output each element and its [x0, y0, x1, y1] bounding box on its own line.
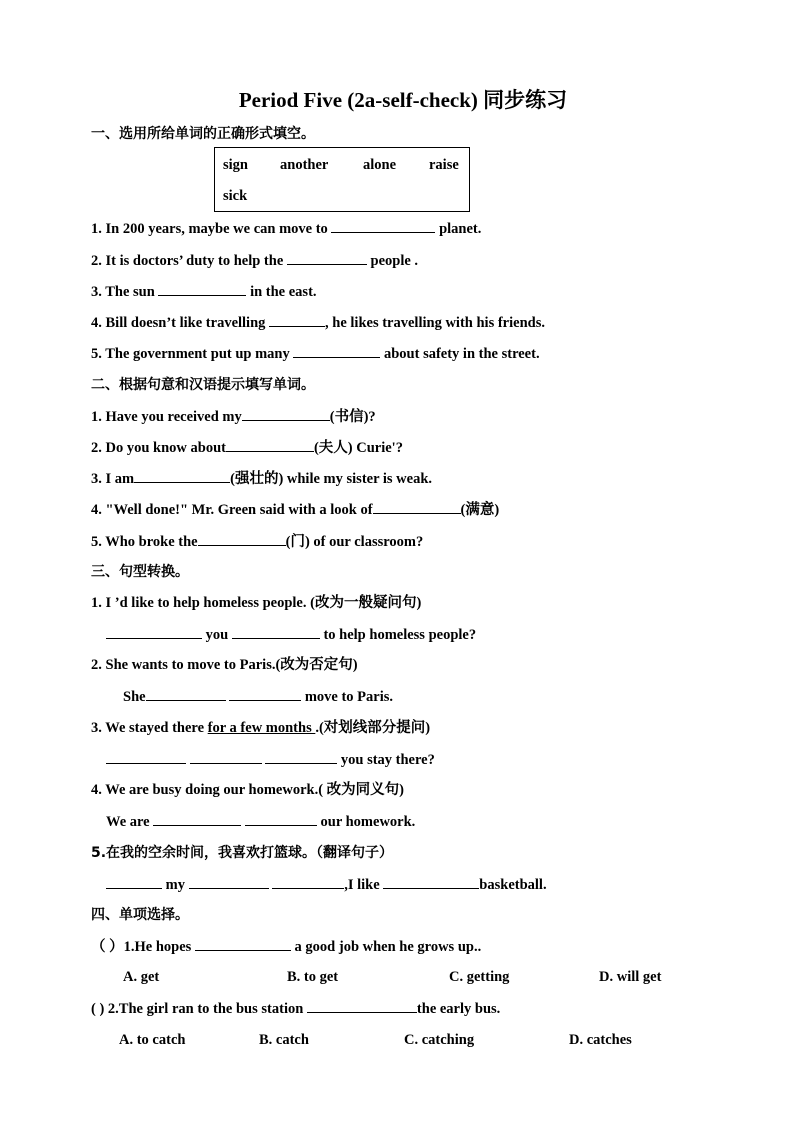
answer-blank[interactable]: [272, 874, 344, 889]
answer-paren[interactable]: ( ): [91, 1001, 105, 1017]
s3-question-2: 2. She wants to move to Paris.(改为否定句): [91, 657, 358, 673]
s1-item-2: 2. It is doctors’ duty to help the people .: [91, 250, 418, 271]
answer-blank[interactable]: [146, 686, 226, 701]
answer-blank[interactable]: [232, 624, 320, 639]
answer-paren[interactable]: （ ）: [91, 939, 124, 955]
answer-blank[interactable]: [106, 749, 186, 764]
answer-blank[interactable]: [158, 281, 246, 296]
s4-q1-option-d[interactable]: D. will get: [599, 969, 662, 985]
word-raise: raise: [429, 157, 459, 173]
answer-blank[interactable]: [242, 406, 330, 421]
page-title: Period Five (2a-self-check) 同步练习: [238, 88, 568, 112]
s4-q2-option-d[interactable]: D. catches: [569, 1032, 632, 1048]
s2-item-4: 4. "Well done!" Mr. Green said with a look of (满意): [91, 499, 499, 520]
s3-answer-1: you to help homeless people?: [106, 624, 476, 645]
s4-q1-option-a[interactable]: A. get: [123, 969, 160, 985]
s1-item-5: 5. The government put up many about safety in the street.: [91, 343, 540, 364]
answer-blank[interactable]: [269, 312, 325, 327]
word-box: [214, 147, 470, 212]
s2-item-5: 5. Who broke the (门) of our classroom?: [91, 531, 423, 552]
answer-blank[interactable]: [153, 811, 241, 826]
answer-blank[interactable]: [287, 250, 367, 265]
word-sick: sick: [223, 188, 248, 204]
s4-q2-option-a[interactable]: A. to catch: [119, 1032, 186, 1048]
s3-answer-2: She move to Paris.: [123, 686, 393, 707]
s3-question-1: 1. I ’d like to help homeless people. (改为一般疑问句): [91, 595, 422, 611]
answer-blank[interactable]: [331, 218, 435, 233]
s4-q1-option-c[interactable]: C. getting: [449, 969, 510, 985]
answer-blank[interactable]: [195, 936, 291, 951]
s1-item-3: 3. The sun in the east.: [91, 281, 317, 302]
s4-question-1: （ ）1.He hopes a good job when he grows up..: [91, 936, 481, 957]
word-another: another: [280, 157, 329, 173]
answer-blank[interactable]: [189, 874, 269, 889]
s3-answer-5: my ,I like basketball.: [106, 874, 547, 895]
s4-q2-option-b[interactable]: B. catch: [259, 1032, 309, 1048]
answer-blank[interactable]: [307, 998, 417, 1013]
answer-blank[interactable]: [245, 811, 317, 826]
s3-answer-3: you stay there?: [106, 749, 435, 770]
s3-question-4: 4. We are busy doing our homework.( 改为同义句): [91, 782, 404, 798]
section-1-heading: 一、选用所给单词的正确形式填空。: [91, 126, 315, 142]
s3-answer-4: We are our homework.: [106, 811, 415, 832]
s1-item-4: 4. Bill doesn’t like travelling , he likes travelling with his friends.: [91, 312, 545, 333]
s2-item-1: 1. Have you received my (书信)?: [91, 406, 376, 427]
s3-question-3: 3. We stayed there for a few months .(对划线部分提问): [91, 720, 431, 736]
s1-item-1: 1. In 200 years, maybe we can move to planet.: [91, 218, 481, 239]
answer-blank[interactable]: [134, 468, 230, 483]
answer-blank[interactable]: [106, 874, 162, 889]
s3-question-5: 5.在我的空余时间，我喜欢打篮球。（翻译句子）: [91, 845, 394, 861]
section-3-heading: 三、句型转换。: [91, 564, 189, 580]
answer-blank[interactable]: [373, 499, 461, 514]
word-sign: sign: [223, 157, 248, 173]
answer-blank[interactable]: [265, 749, 337, 764]
underlined-phrase: for a few months: [207, 720, 316, 736]
answer-blank[interactable]: [229, 686, 301, 701]
s2-item-2: 2. Do you know about (夫人) Curie'?: [91, 437, 403, 458]
answer-blank[interactable]: [190, 749, 262, 764]
answer-blank[interactable]: [383, 874, 479, 889]
answer-blank[interactable]: [226, 437, 314, 452]
section-4-heading: 四、单项选择。: [91, 907, 189, 923]
s4-q2-option-c[interactable]: C. catching: [404, 1032, 475, 1048]
answer-blank[interactable]: [106, 624, 202, 639]
s2-item-3: 3. I am (强壮的) while my sister is weak.: [91, 468, 432, 489]
answer-blank[interactable]: [198, 531, 286, 546]
s4-q1-option-b[interactable]: B. to get: [287, 969, 339, 985]
word-alone: alone: [363, 157, 397, 173]
s4-question-2: ( ) 2.The girl ran to the bus station the early bus.: [91, 998, 500, 1019]
answer-blank[interactable]: [293, 343, 380, 358]
section-2-heading: 二、根据句意和汉语提示填写单词。: [91, 377, 315, 393]
